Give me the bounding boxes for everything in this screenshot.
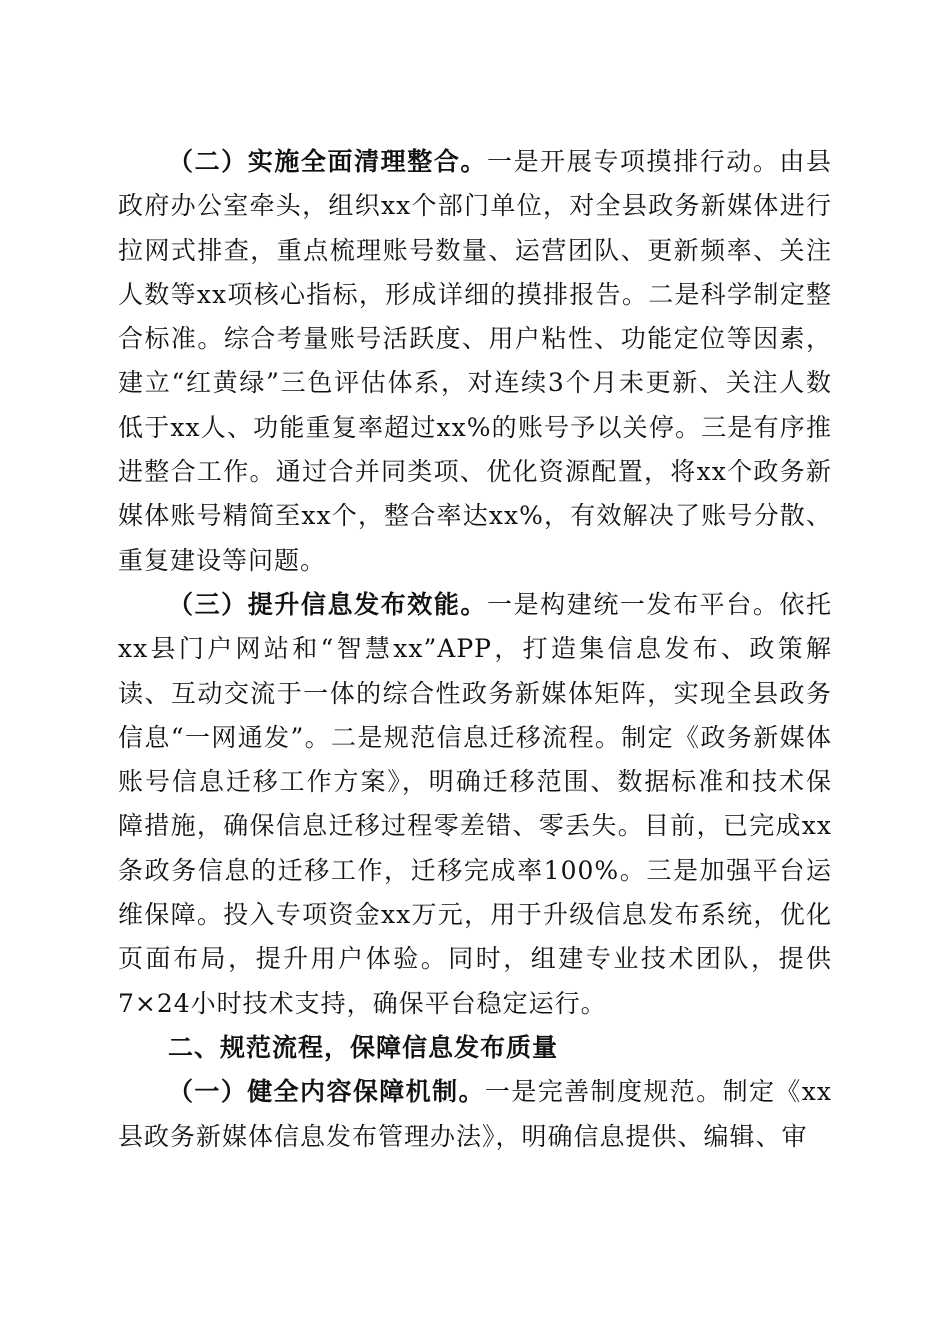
paragraph-lead: （一）健全内容保障机制。	[168, 1077, 485, 1107]
paragraph-text: 一是构建统一发布平台。依托xx县门户网站和“智慧xx”APP，打造集信息发布、政策解读、互动交流于一体的综合性政务新媒体矩阵，实现全县政务信息“一网通发”。二是规范信息迁移流程。制定《政务新媒体账号信息迁移工作方案》，明确迁移范围、数据标准和技术保障措施，确保信息迁移过程零差错、零丢失。目前，已完成xx条政务信息的迁移工作，迁移完成率100%。三是加强平台运维保障。投入专项资金xx万元，用于升级信息发布系统，优化页面布局，提升用户体验。同时，组建专业技术团队，提供7×24小时技术支持，确保平台稳定运行。	[118, 589, 832, 1018]
paragraph-cleanup-integration	[118, 140, 832, 583]
document-body	[118, 140, 832, 1159]
paragraph-lead: （二）实施全面清理整合。	[168, 147, 487, 176]
paragraph-publishing-efficiency	[118, 583, 832, 1026]
paragraph-text: 一是开展专项摸排行动。由县政府办公室牵头，组织xx个部门单位，对全县政务新媒体进行拉网式排查，重点梳理账号数量、运营团队、更新频率、关注人数等xx项核心指标，形成详细的摸排报告。二是科学制定整合标准。综合考量账号活跃度、用户粘性、功能定位等因素，建立“红黄绿”三色评估体系，对连续3个月未更新、关注人数低于xx人、功能重复率超过xx%的账号予以关停。三是有序推进整合工作。通过合并同类项、优化资源配置，将xx个政务新媒体账号精简至xx个，整合率达xx%，有效解决了账号分散、重复建设等问题。	[118, 147, 832, 575]
paragraph-lead: （三）提升信息发布效能。	[168, 589, 487, 619]
paragraph-content-mechanism	[118, 1070, 832, 1159]
paragraph-text: 一是完善制度规范。制定《xx县政务新媒体信息发布管理办法》，明确信息提供、编辑、审	[118, 1077, 832, 1151]
section-heading: 二、规范流程，保障信息发布质量	[168, 1032, 559, 1062]
